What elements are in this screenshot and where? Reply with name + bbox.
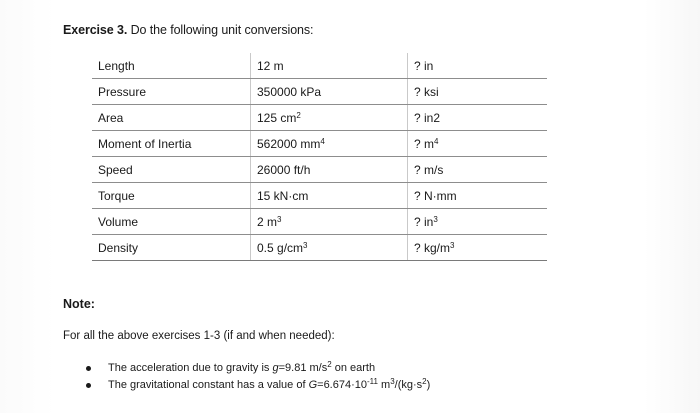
- target-sup: 3: [433, 214, 438, 224]
- exercise-heading: [63, 23, 313, 37]
- table-row: [92, 157, 547, 183]
- given-sup: 3: [303, 240, 308, 250]
- note-item-gravity: [86, 360, 430, 377]
- constant-text: The gravitational constant has a value of: [108, 379, 309, 391]
- given-sup: 3: [277, 214, 282, 224]
- conversion-table: [92, 53, 547, 261]
- table-row: [92, 209, 547, 235]
- table-row: [92, 53, 547, 79]
- quantity-cell: Pressure: [92, 79, 251, 105]
- conversion-table-body: [92, 53, 547, 261]
- target-cell: [408, 53, 548, 79]
- note-intro: For all the above exercises 1-3 (if and when needed):: [63, 330, 335, 342]
- target-pre: ? kg/m: [414, 240, 451, 255]
- note-title: Note:: [63, 297, 95, 311]
- quantity-cell: Area: [92, 105, 251, 131]
- given-cell: [251, 79, 408, 105]
- given-pre: 26000 ft/h: [257, 162, 311, 177]
- gravity-suffix: on earth: [331, 362, 376, 374]
- target-cell: [408, 157, 548, 183]
- target-cell: [408, 183, 548, 209]
- note-item-constant: [86, 377, 430, 394]
- table-row: [92, 235, 547, 261]
- given-cell: [251, 53, 408, 79]
- quantity-cell: Length: [92, 53, 251, 79]
- quantity-cell: Speed: [92, 157, 251, 183]
- gravity-value: =9.81 m/s: [278, 362, 328, 374]
- target-pre: ? in: [414, 58, 434, 73]
- given-pre: 15 kN·cm: [257, 188, 309, 203]
- target-pre: ? ksi: [414, 84, 439, 99]
- target-cell: [408, 209, 548, 235]
- constant-variable: G: [308, 379, 318, 391]
- table-row: [92, 79, 547, 105]
- given-pre: 350000 kPa: [257, 84, 322, 99]
- quantity-cell: Density: [92, 235, 251, 261]
- given-cell: [251, 105, 408, 131]
- constant-unit-kgs: /(kg·s: [394, 379, 423, 391]
- note-list: [86, 360, 430, 394]
- quantity-cell: Torque: [92, 183, 251, 209]
- target-sup: 4: [434, 136, 439, 146]
- table-row: [92, 105, 547, 131]
- target-sup: 3: [450, 240, 455, 250]
- target-pre: ? m/s: [414, 162, 444, 177]
- given-cell: [251, 235, 408, 261]
- given-cell: [251, 209, 408, 235]
- target-pre: ? in2: [414, 110, 441, 125]
- given-sup: 4: [320, 136, 325, 146]
- given-pre: 2 m: [257, 214, 278, 229]
- target-cell: [408, 105, 548, 131]
- exercise-instruction: Do the following unit conversions:: [127, 23, 314, 37]
- quantity-cell: Volume: [92, 209, 251, 235]
- given-pre: 562000 mm: [257, 136, 321, 151]
- given-pre: 125 cm: [257, 110, 297, 125]
- given-cell: [251, 183, 408, 209]
- bullet-icon: [86, 366, 91, 371]
- constant-exponent: -11: [367, 377, 378, 386]
- target-pre: ? N·mm: [414, 188, 457, 203]
- given-sup: 2: [296, 110, 301, 120]
- gravity-variable: g: [272, 362, 279, 374]
- exercise-number: Exercise 3.: [63, 23, 128, 37]
- target-cell: [408, 79, 548, 105]
- gravity-exponent: 2: [327, 360, 332, 369]
- constant-unit-close: ): [426, 379, 431, 391]
- gravity-text: The acceleration due to gravity is: [108, 362, 273, 374]
- target-cell: [408, 131, 548, 157]
- constant-unit-m: m: [377, 379, 391, 391]
- constant-unit-m-exponent: 3: [390, 377, 395, 386]
- constant-value: =6.674·10: [317, 379, 367, 391]
- given-pre: 12 m: [257, 58, 284, 73]
- target-pre: ? in: [414, 214, 434, 229]
- bullet-icon: [86, 383, 91, 388]
- given-pre: 0.5 g/cm: [257, 240, 304, 255]
- table-row: [92, 183, 547, 209]
- table-row: [92, 131, 547, 157]
- constant-unit-s-exponent: 2: [422, 377, 427, 386]
- target-cell: [408, 235, 548, 261]
- target-pre: ? m: [414, 136, 435, 151]
- given-cell: [251, 131, 408, 157]
- quantity-cell: Moment of Inertia: [92, 131, 251, 157]
- given-cell: [251, 157, 408, 183]
